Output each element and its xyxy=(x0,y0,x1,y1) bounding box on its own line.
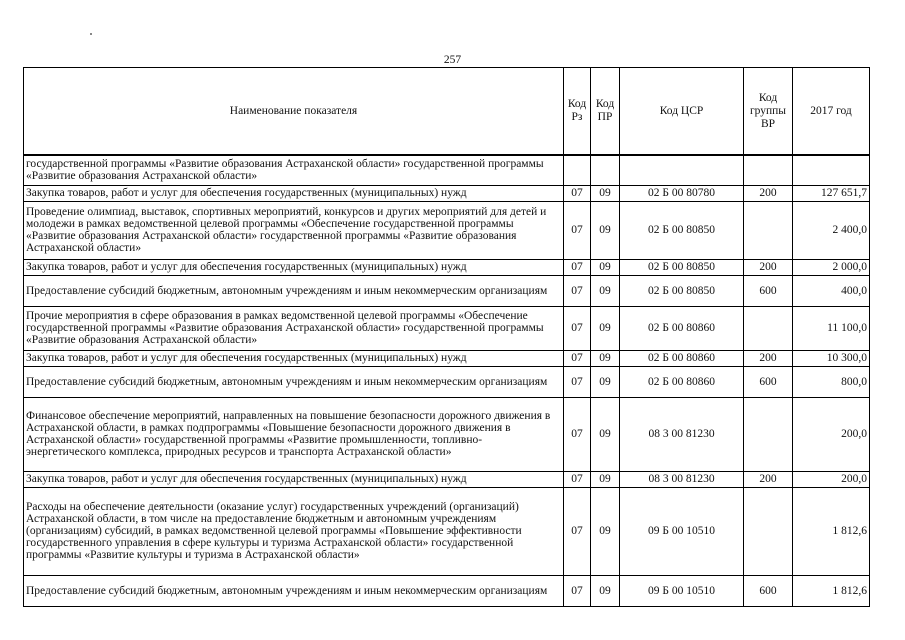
row-amount: 1 812,6 xyxy=(793,487,870,575)
row-csr: 02 Б 00 80860 xyxy=(620,350,744,366)
row-rz: 07 xyxy=(564,487,591,575)
row-rz: 07 xyxy=(564,366,591,397)
row-csr: 02 Б 00 80850 xyxy=(620,201,744,259)
header-name: Наименование показателя xyxy=(24,68,564,156)
row-amount: 400,0 xyxy=(793,275,870,306)
row-rz: 07 xyxy=(564,185,591,201)
row-amount: 10 300,0 xyxy=(793,350,870,366)
table-row xyxy=(24,471,870,487)
row-pr xyxy=(591,155,620,185)
row-name: Закупка товаров, работ и услуг для обеспечения государственных (муниципальных) нужд xyxy=(24,259,564,275)
row-csr: 02 Б 00 80850 xyxy=(620,259,744,275)
header-rz: Код Рз xyxy=(564,68,591,156)
header-csr: Код ЦСР xyxy=(620,68,744,156)
row-amount: 200,0 xyxy=(793,397,870,471)
row-vr: 600 xyxy=(744,366,793,397)
row-rz: 07 xyxy=(564,306,591,350)
row-name: Расходы на обеспечение деятельности (оказание услуг) государственных учреждений (организаций) Астраханской области, в том числе на предоставление бюджетным и автономным учреждениям (организациям) субсидий, в рамках ведомственной целевой программы «Повышение эффективности государственного управления в сфере культуры и туризма Астраханской области» государственной программы «Развитие культуры и туризма в Астраханской области» xyxy=(24,487,564,575)
row-pr: 09 xyxy=(591,397,620,471)
header-pr: Код ПР xyxy=(591,68,620,156)
header-year: 2017 год xyxy=(793,68,870,156)
row-name: Финансовое обеспечение мероприятий, направленных на повышение безопасности дорожного движения в Астраханской области, в рамках подпрограммы «Повышение безопасности дорожного движения в Астраханской области» государственной программы «Развитие промышленности, топливно-энергетического комплекса, природных ресурсов и транспорта Астраханской области» xyxy=(24,397,564,471)
row-pr: 09 xyxy=(591,185,620,201)
table-row xyxy=(24,350,870,366)
row-name: государственной программы «Развитие образования Астраханской области» государственной программы «Развитие образования Астраханской области» xyxy=(24,155,564,185)
row-amount: 127 651,7 xyxy=(793,185,870,201)
row-name: Закупка товаров, работ и услуг для обеспечения государственных (муниципальных) нужд xyxy=(24,350,564,366)
row-vr: 200 xyxy=(744,471,793,487)
row-rz: 07 xyxy=(564,575,591,606)
row-rz xyxy=(564,155,591,185)
row-amount: 1 812,6 xyxy=(793,575,870,606)
row-vr xyxy=(744,487,793,575)
row-rz: 07 xyxy=(564,201,591,259)
row-rz: 07 xyxy=(564,259,591,275)
table-row xyxy=(24,366,870,397)
row-rz: 07 xyxy=(564,350,591,366)
row-amount xyxy=(793,155,870,185)
table-row xyxy=(24,306,870,350)
row-name: Проведение олимпиад, выставок, спортивных мероприятий, конкурсов и других мероприятий для детей и молодежи в рамках ведомственной целевой программы «Обеспечение государственной программы «Развитие образования Астраханской области» государственной программы «Развитие образования Астраханской области» xyxy=(24,201,564,259)
row-name: Закупка товаров, работ и услуг для обеспечения государственных (муниципальных) нужд xyxy=(24,185,564,201)
budget-table xyxy=(23,67,870,607)
row-vr: 200 xyxy=(744,185,793,201)
row-vr xyxy=(744,201,793,259)
row-vr: 200 xyxy=(744,259,793,275)
row-pr: 09 xyxy=(591,575,620,606)
row-rz: 07 xyxy=(564,471,591,487)
row-amount: 11 100,0 xyxy=(793,306,870,350)
header-vr: Код группы ВР xyxy=(744,68,793,156)
row-pr: 09 xyxy=(591,259,620,275)
row-pr: 09 xyxy=(591,350,620,366)
row-name: Предоставление субсидий бюджетным, автономным учреждениям и иным некоммерческим организациям xyxy=(24,575,564,606)
table-row xyxy=(24,397,870,471)
row-csr: 08 3 00 81230 xyxy=(620,397,744,471)
row-pr: 09 xyxy=(591,487,620,575)
row-csr: 09 Б 00 10510 xyxy=(620,575,744,606)
row-rz: 07 xyxy=(564,397,591,471)
row-vr xyxy=(744,155,793,185)
table-row xyxy=(24,259,870,275)
row-csr: 02 Б 00 80850 xyxy=(620,275,744,306)
table-row xyxy=(24,155,870,185)
row-pr: 09 xyxy=(591,201,620,259)
row-name: Закупка товаров, работ и услуг для обеспечения государственных (муниципальных) нужд xyxy=(24,471,564,487)
row-csr: 08 3 00 81230 xyxy=(620,471,744,487)
table-row xyxy=(24,185,870,201)
row-csr: 02 Б 00 80860 xyxy=(620,306,744,350)
scan-speck xyxy=(90,33,92,35)
table-row xyxy=(24,487,870,575)
row-vr: 600 xyxy=(744,575,793,606)
row-csr: 02 Б 00 80780 xyxy=(620,185,744,201)
table-header-row xyxy=(24,68,870,156)
table-row xyxy=(24,201,870,259)
row-csr: 02 Б 00 80860 xyxy=(620,366,744,397)
page-number: 257 xyxy=(443,54,462,66)
row-csr xyxy=(620,155,744,185)
row-vr: 600 xyxy=(744,275,793,306)
row-vr: 200 xyxy=(744,350,793,366)
row-pr: 09 xyxy=(591,366,620,397)
row-pr: 09 xyxy=(591,471,620,487)
table-row xyxy=(24,575,870,606)
row-amount: 200,0 xyxy=(793,471,870,487)
row-csr: 09 Б 00 10510 xyxy=(620,487,744,575)
row-name: Прочие мероприятия в сфере образования в рамках ведомственной целевой программы «Обеспечение государственной программы «Развитие образования Астраханской области» государственной программы «Развитие образования Астраханской области» xyxy=(24,306,564,350)
row-vr xyxy=(744,306,793,350)
row-amount: 800,0 xyxy=(793,366,870,397)
row-amount: 2 400,0 xyxy=(793,201,870,259)
row-rz: 07 xyxy=(564,275,591,306)
row-vr xyxy=(744,397,793,471)
row-pr: 09 xyxy=(591,306,620,350)
table-row xyxy=(24,275,870,306)
row-amount: 2 000,0 xyxy=(793,259,870,275)
row-name: Предоставление субсидий бюджетным, автономным учреждениям и иным некоммерческим организациям xyxy=(24,275,564,306)
row-name: Предоставление субсидий бюджетным, автономным учреждениям и иным некоммерческим организациям xyxy=(24,366,564,397)
row-pr: 09 xyxy=(591,275,620,306)
